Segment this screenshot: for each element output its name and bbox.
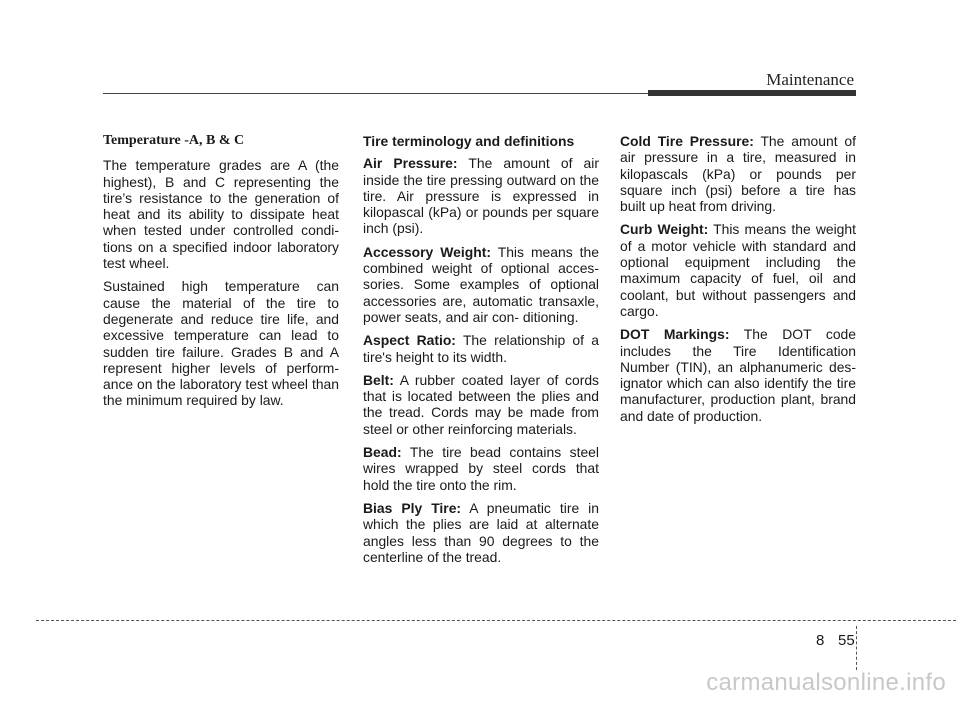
watermark: carmanualsonline.info <box>706 669 946 696</box>
page-number: 55 <box>838 632 855 649</box>
term-definition: This means the weight of a motor vehicle with standard and optional equipment including the maximum capacity of fuel, oil and coolant, but without passengers and cargo. <box>620 221 856 319</box>
term-label: Bias Ply Tire: <box>363 499 462 516</box>
paragraph: The temperature grades are A (the highest), B and C representing the tire’s resistance to the generation of heat and its ability to dissipate heat when tested under controlled condi- tions on a specified indoor laboratory test wheel. <box>103 157 339 272</box>
term-label: Curb Weight: <box>620 221 709 238</box>
column-terminology-continued <box>620 133 856 431</box>
column-terminology <box>363 133 599 572</box>
term-definition: The relationship of a tire's height to its width. <box>363 332 599 365</box>
definition-item <box>363 332 599 365</box>
temperature-heading: Temperature -A, B & C <box>103 133 245 148</box>
term-label: Accessory Weight: <box>363 243 491 260</box>
page-number-divider <box>856 626 857 670</box>
definition-item <box>363 444 599 493</box>
definition-item <box>620 326 856 424</box>
term-label: DOT Markings: <box>620 326 730 343</box>
term-definition: The amount of air inside the tire pressing outward on the tire. Air pressure is expressed in kilopascal (kPa) or pounds per square inch (psi). <box>363 155 599 237</box>
definition-item <box>363 244 599 325</box>
definition-item <box>363 372 599 437</box>
column-temperature <box>103 133 339 416</box>
paragraph: Sustained high temperature can cause the material of the tire to degenerate and reduce tire life, and excessive temperature can lead to sudden tire failure. Grades B and A represent higher levels of perform- ance on the laboratory test wheel than the minimum required by law. <box>103 278 339 409</box>
term-label: Air Pressure: <box>363 155 458 172</box>
term-label: Cold Tire Pressure: <box>620 133 754 149</box>
terminology-heading: Tire terminology and definitions <box>363 133 575 149</box>
section-title: Maintenance <box>766 70 854 89</box>
term-definition: The tire bead contains steel wires wrapped by steel cords that hold the tire onto the rim. <box>363 444 599 493</box>
definition-item <box>620 133 856 214</box>
term-label: Aspect Ratio: <box>363 332 456 349</box>
term-definition: The amount of air pressure in a tire, measured in kilopascals (kPa) or pounds per square inch (psi) before a tire has built up heat from driving. <box>620 133 856 215</box>
footer-divider <box>36 620 956 621</box>
chapter-number: 8 <box>816 632 825 649</box>
term-label: Bead: <box>363 444 402 461</box>
header-rule-accent <box>648 90 856 96</box>
term-label: Belt: <box>363 371 394 388</box>
definition-item <box>620 221 856 319</box>
term-definition: The DOT code includes the Tire Identification Number (TIN), an alphanumeric des- ignator which can also identify the tire manufacturer, production plant, brand and date of production. <box>620 326 856 424</box>
definition-item <box>363 155 599 236</box>
term-definition: This means the combined weight of optional acces- sories. Some examples of optional accessories are, automatic transaxle, power seats, and air con- ditioning. <box>363 243 599 325</box>
term-definition: A rubber coated layer of cords that is located between the plies and the tread. Cords may be made from steel or other reinforcing materials. <box>363 371 599 437</box>
definition-item <box>363 500 599 565</box>
term-definition: A pneumatic tire in which the plies are laid at alternate angles less than 90 degrees to the centerline of the tread. <box>363 499 599 565</box>
